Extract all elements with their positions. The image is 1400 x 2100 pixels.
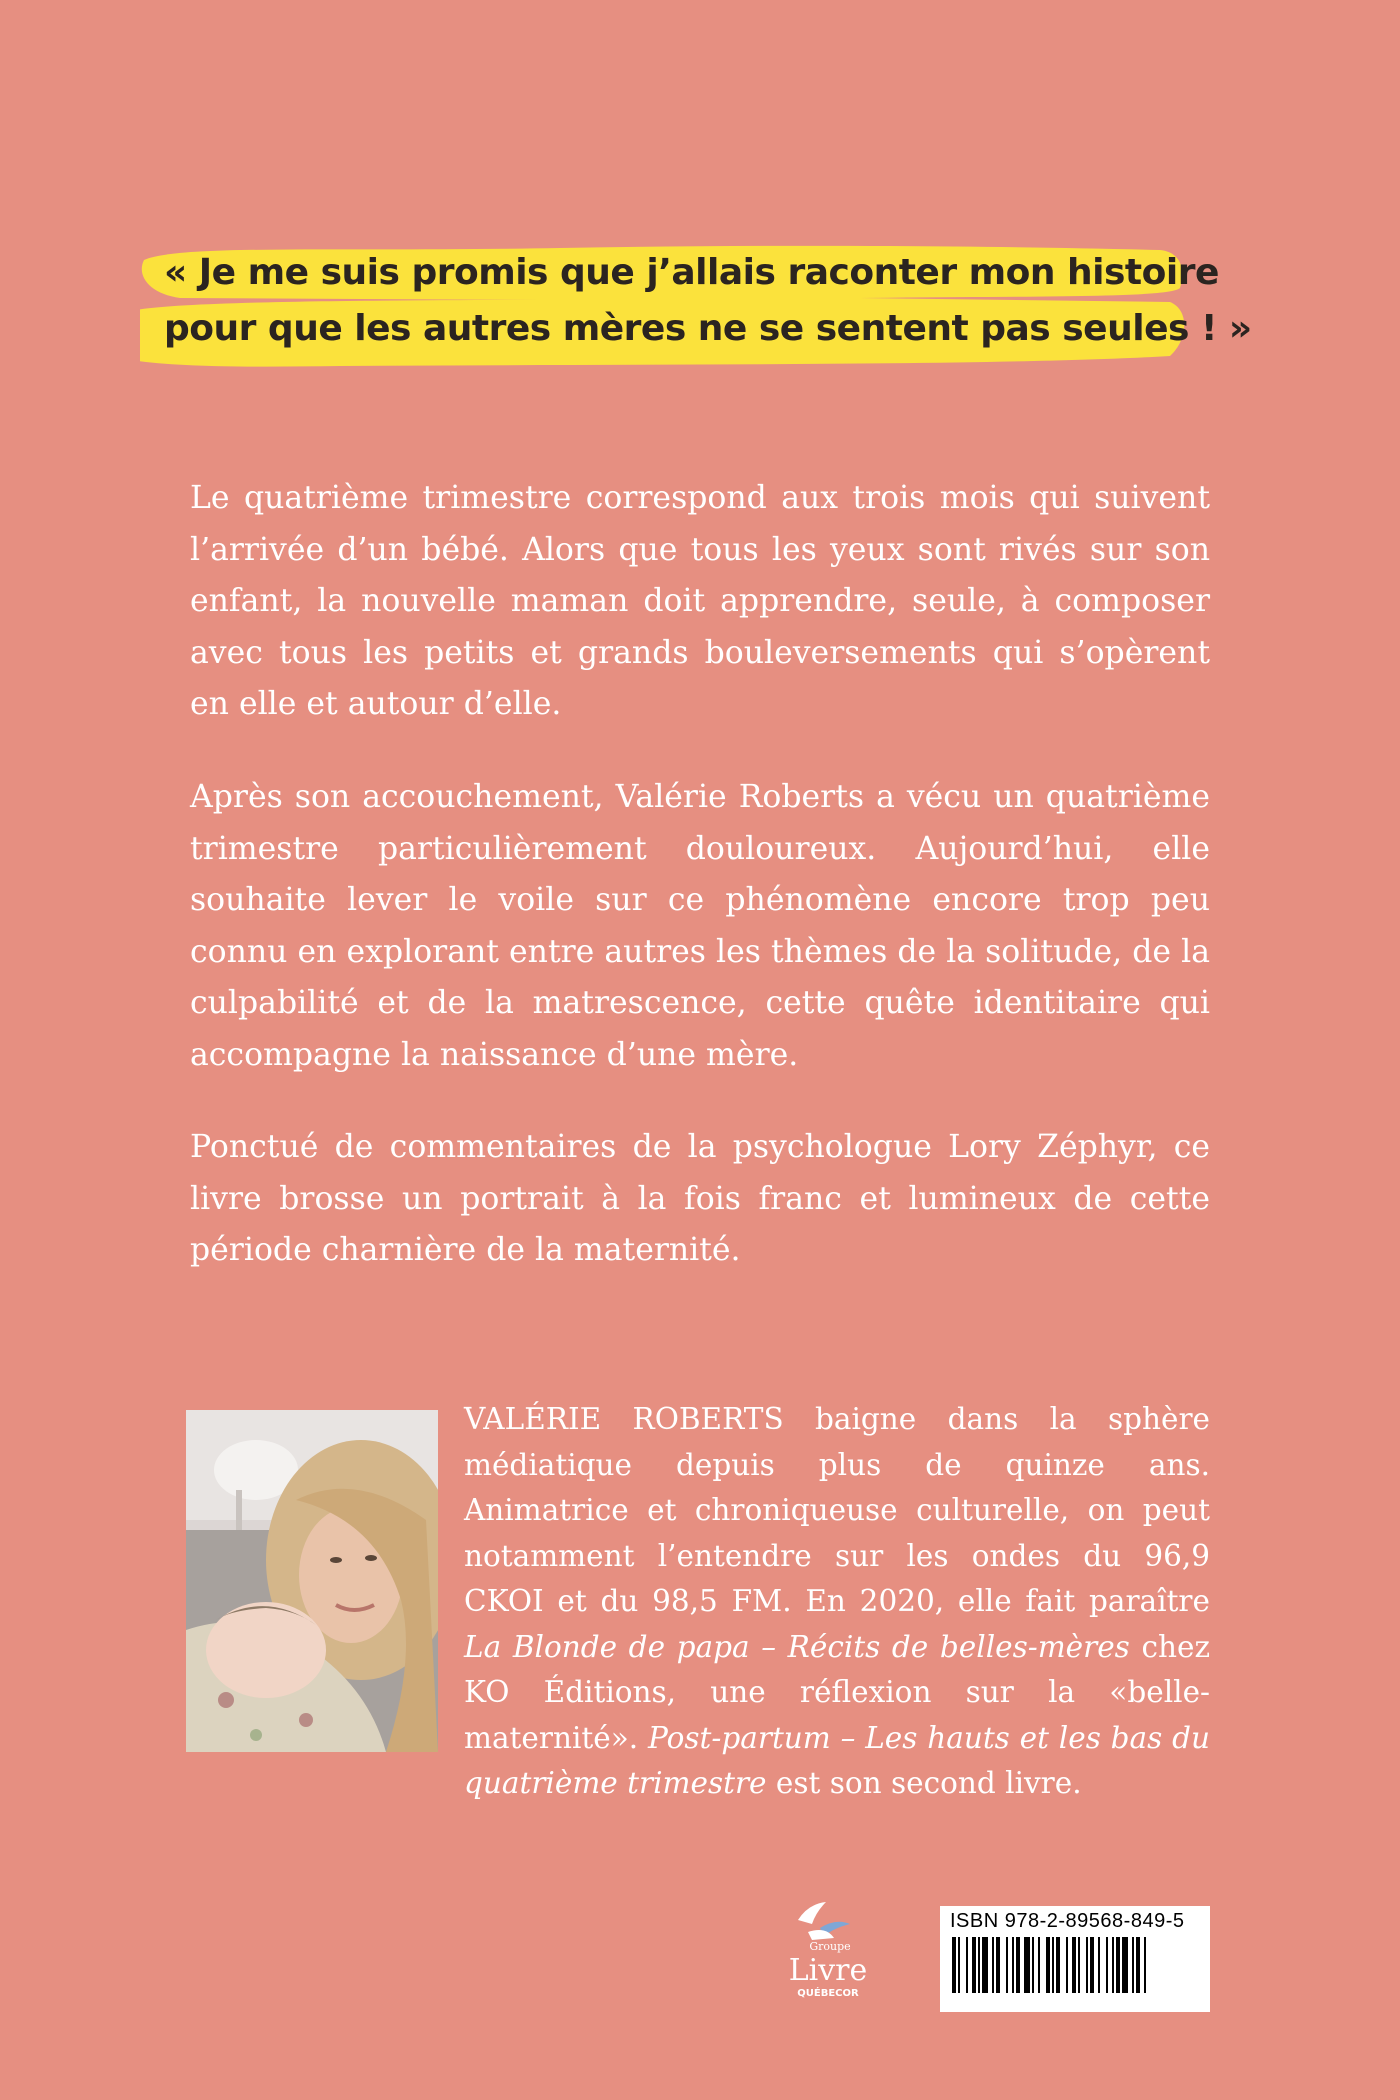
barcode-bar bbox=[1016, 1937, 1020, 1993]
barcode-bar bbox=[1052, 1937, 1054, 1993]
bio-text-3: est son second livre. bbox=[766, 1766, 1082, 1800]
barcode-bar bbox=[1098, 1937, 1100, 1993]
barcode-bar bbox=[1056, 1937, 1060, 1993]
barcode-bar bbox=[1072, 1937, 1076, 1993]
barcode-bar bbox=[966, 1937, 968, 1993]
barcode-bar bbox=[1132, 1937, 1134, 1993]
author-photo bbox=[186, 1410, 438, 1752]
barcode-bar bbox=[992, 1937, 994, 1993]
barcode-bar bbox=[1012, 1937, 1014, 1993]
barcode-bar bbox=[1112, 1937, 1114, 1993]
barcode-bar bbox=[1144, 1937, 1146, 1993]
barcode-bar bbox=[978, 1937, 980, 1993]
summary-paragraph-1: Le quatrième trimestre correspond aux trois mois qui suivent l’arrivée d’un bébé. Alors que tous les yeux sont rivés sur son enfant, la nouvelle maman doit apprendre, seule, à composer avec tous les petits et grands bouleversements qui s’opèrent en elle et autour d’elle. bbox=[190, 480, 1210, 722]
quote-line-1: « Je me suis promis que j’allais raconter mon histoire bbox=[164, 252, 1219, 293]
author-bio bbox=[464, 1397, 1210, 1807]
author-with-baby-image bbox=[186, 1410, 438, 1752]
barcode-bar bbox=[1024, 1937, 1030, 1993]
bio-text-2: chez KO Éditions, une réflexion sur la «belle-maternité». bbox=[464, 1629, 1210, 1755]
barcode-bar bbox=[1122, 1937, 1128, 1993]
barcode bbox=[950, 1933, 1200, 1995]
publisher-line-1: Groupe bbox=[809, 1940, 851, 1953]
bird-icon bbox=[798, 1902, 826, 1924]
barcode-bar bbox=[952, 1937, 956, 1993]
barcode-bar bbox=[996, 1937, 1000, 1993]
barcode-bar bbox=[1086, 1937, 1088, 1993]
isbn-block bbox=[940, 1906, 1210, 2012]
barcode-bar bbox=[1136, 1937, 1140, 1993]
publisher-logo bbox=[768, 1898, 888, 2006]
isbn-number: ISBN 978-2-89568-849-5 bbox=[950, 1910, 1185, 1932]
summary-paragraph-2: Après son accouchement, Valérie Roberts a vécu un quatrième trimestre particulièrement douloureux. Aujourd’hui, elle souhaite lever le voile sur ce phénomène encore trop peu connu en explorant entre autres les thèmes de la solitude, de la culpabilité et de la matrescence, cette quête identitaire qui accompagne la naissance d’une mère. bbox=[190, 779, 1210, 1073]
quote-block bbox=[140, 240, 1252, 370]
bio-book-title-1: La Blonde de papa – Récits de belles-mères bbox=[464, 1629, 1130, 1664]
barcode-bar bbox=[982, 1937, 988, 1993]
bio-text-1: VALÉRIE ROBERTS baigne dans la sphère médiatique depuis plus de quinze ans. Animatrice et chroniqueuse culturelle, on peut notamment l’entendre sur les ondes du 96,9 CKOI et du 98,5 FM. En 2020, elle fait paraître bbox=[464, 1402, 1210, 1618]
barcode-bar bbox=[1032, 1937, 1034, 1993]
barcode-bar bbox=[1116, 1937, 1120, 1993]
barcode-bar bbox=[1090, 1937, 1094, 1993]
publisher-line-3: QUÉBECOR bbox=[797, 1988, 859, 1999]
publisher-line-2: Livre bbox=[788, 1953, 868, 1988]
barcode-bar bbox=[1066, 1937, 1068, 1993]
barcode-bar bbox=[972, 1937, 976, 1993]
quote-line-2: pour que les autres mères ne se sentent pas seules ! » bbox=[164, 308, 1252, 349]
barcode-bar bbox=[1006, 1937, 1008, 1993]
barcode-bar bbox=[1106, 1937, 1108, 1993]
barcode-bar bbox=[958, 1937, 960, 1993]
barcode-bar bbox=[1038, 1937, 1040, 1993]
barcode-bar bbox=[1046, 1937, 1050, 1993]
barcode-bar bbox=[1078, 1937, 1080, 1993]
summary-paragraph-3: Ponctué de commentaires de la psychologue Lory Zéphyr, ce livre brosse un portrait à la fois franc et lumineux de cette période charnière de la maternité. bbox=[190, 1129, 1210, 1268]
bio-book-title-2: Post-partum – Les hauts et les bas du quatrième trimestre bbox=[464, 1720, 1210, 1800]
